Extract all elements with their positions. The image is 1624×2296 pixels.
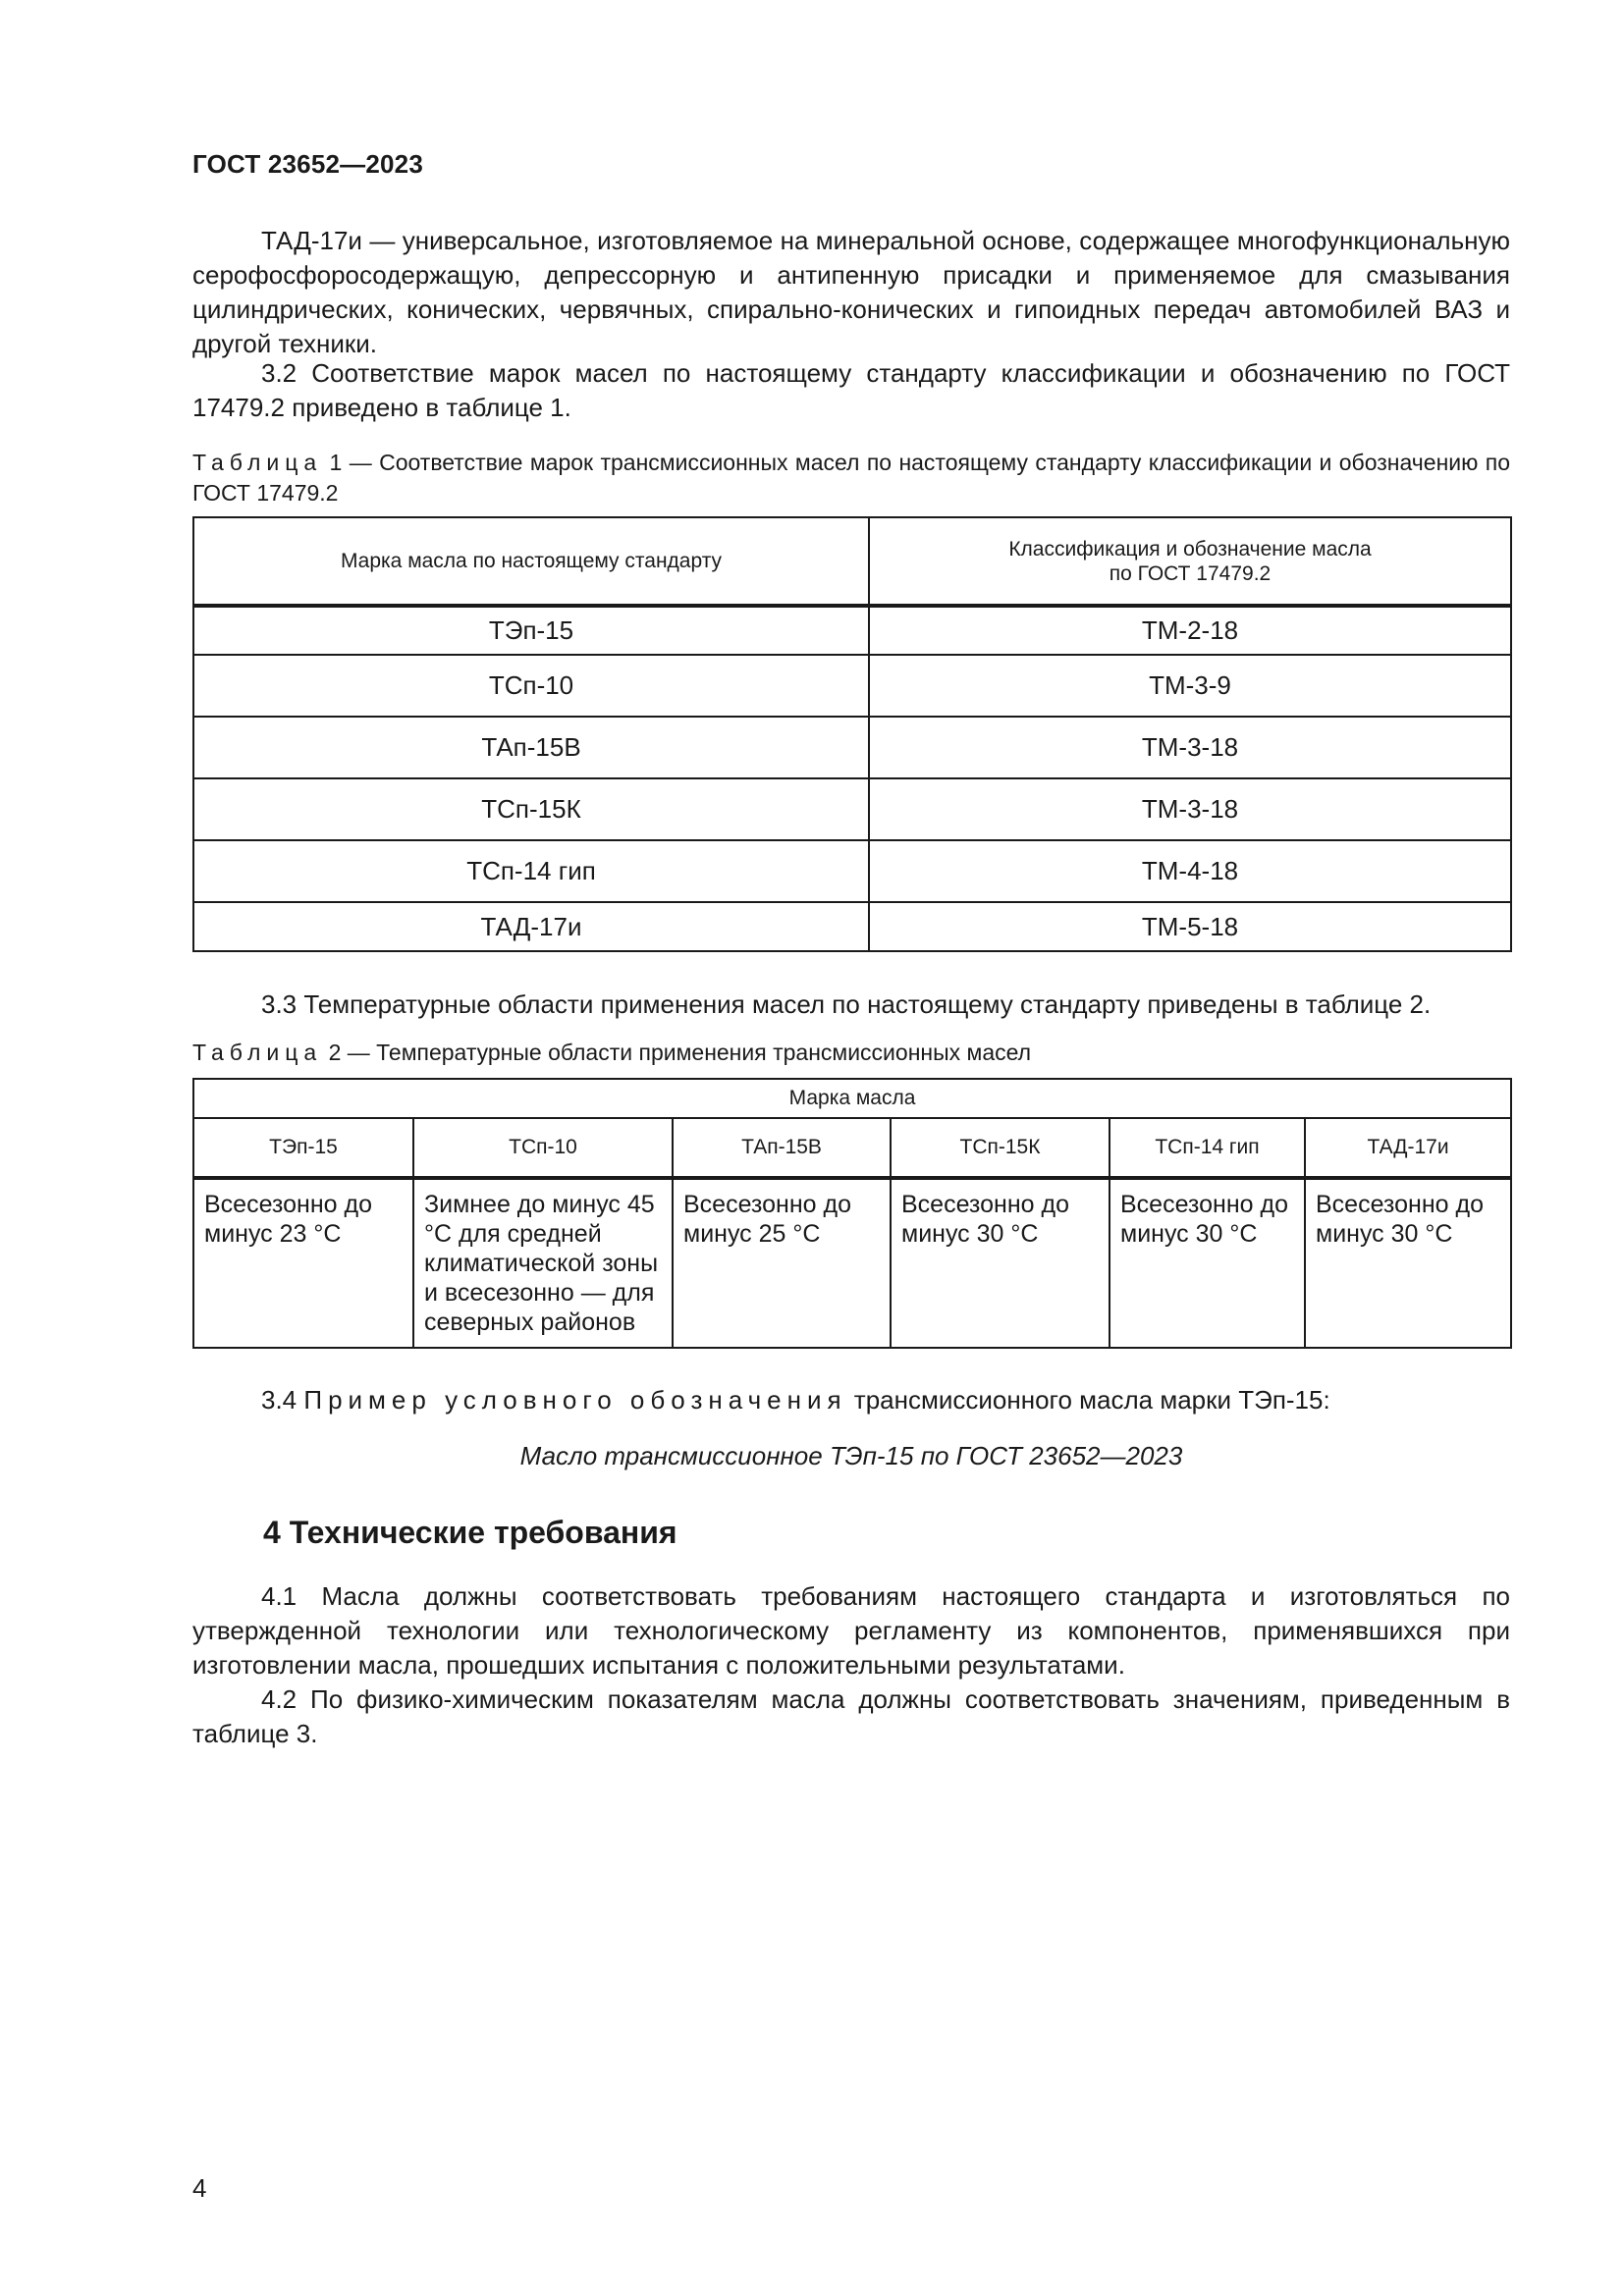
page-number: 4 bbox=[192, 2173, 207, 2203]
paragraph-4-1: 4.1 Масла должны соответствовать требованиям настоящего стандарта и изготовляться по утвержденной технологии или технологическому регламенту из компонентов, применявшихся при изготовлении масла, прошедших испытания с положительными результатами. bbox=[192, 1581, 1510, 1680]
table2-group-header-row bbox=[193, 1079, 1511, 1118]
table-row bbox=[193, 606, 1511, 655]
table2-value-cell: Всесезонно до минус 30 °С bbox=[1305, 1178, 1511, 1348]
table1-header-row bbox=[193, 517, 1511, 606]
table2-value-cell: Всесезонно до минус 23 °С bbox=[193, 1178, 413, 1348]
table-row bbox=[193, 655, 1511, 717]
table2-caption bbox=[192, 1038, 1510, 1068]
table-row bbox=[193, 840, 1511, 902]
paragraph-3-2: 3.2 Соответствие марок масел по настоящему стандарту классификации и обозначению по ГОСТ 17479.2 приведено в таблице 1. bbox=[192, 358, 1510, 422]
table-row bbox=[193, 1178, 1511, 1348]
table1-caption bbox=[192, 448, 1510, 508]
table2-header-cell: ТАп-15В bbox=[673, 1118, 891, 1178]
paragraph-3-4-rest: трансмиссионного масла марки ТЭп-15: bbox=[846, 1385, 1330, 1415]
table1-cell-class: ТМ-3-18 bbox=[869, 717, 1511, 778]
paragraph-3-3: 3.3 Температурные области применения масел по настоящему стандарту приведены в таблице 2. bbox=[261, 989, 1432, 1019]
table1-header-brand: Марка масла по настоящему стандарту bbox=[193, 517, 869, 606]
document-header: ГОСТ 23652—2023 bbox=[192, 149, 423, 179]
table-row bbox=[193, 778, 1511, 840]
table-2 bbox=[192, 1078, 1512, 1349]
section-title: 4 Технические требования bbox=[263, 1515, 677, 1550]
table1-cell-class: ТМ-2-18 bbox=[869, 606, 1511, 655]
table2-header-cell: ТАД-17и bbox=[1305, 1118, 1511, 1178]
paragraph-4-2: 4.2 По физико-химическим показателям масла должны соответствовать значениям, приведенным в таблице 3. bbox=[192, 1684, 1510, 1748]
table1-header-class-line1: Классификация и обозначение масла bbox=[1008, 537, 1372, 561]
paragraph-3-4 bbox=[192, 1383, 1510, 1417]
table1-cell-brand: ТСп-14 гип bbox=[193, 840, 869, 902]
table2-header-cell: ТСп-15К bbox=[891, 1118, 1110, 1178]
table2-header-cell: ТЭп-15 bbox=[193, 1118, 413, 1178]
table2-header-cell: ТСп-14 гип bbox=[1110, 1118, 1305, 1178]
paragraph-tad17i: ТАД-17и — универсальное, изготовляемое на минеральной основе, содержащее многофункциональную серофосфоросодержащую, депрессорную и антипенную присадки и применяемое для смазывания цилиндрических, конических, червячных, спирально-конических и гипоидных передач автомобилей ВАЗ и другой техники. bbox=[192, 226, 1510, 358]
table2-value-cell: Всесезонно до минус 30 °С bbox=[891, 1178, 1110, 1348]
table1-cell-brand: ТАп-15В bbox=[193, 717, 869, 778]
designation-example: Масло трансмиссионное ТЭп-15 по ГОСТ 23652—2023 bbox=[519, 1441, 1183, 1470]
table1-cell-brand: ТЭп-15 bbox=[193, 606, 869, 655]
table2-caption-text: 2 — Температурные области применения трансмиссионных масел bbox=[322, 1040, 1032, 1065]
table2-header-row bbox=[193, 1118, 1511, 1178]
table2-value-cell: Зимнее до минус 45 °С для средней климатической зоны и всесезонно — для северных районов bbox=[413, 1178, 673, 1348]
table2-value-cell: Всесезонно до минус 25 °С bbox=[673, 1178, 891, 1348]
table2-value-cell: Всесезонно до минус 30 °С bbox=[1110, 1178, 1305, 1348]
table1-cell-brand: ТСп-10 bbox=[193, 655, 869, 717]
table1-cell-class: ТМ-3-18 bbox=[869, 778, 1511, 840]
table-row bbox=[193, 717, 1511, 778]
table1-header-class bbox=[869, 517, 1511, 606]
table1-cell-class: ТМ-5-18 bbox=[869, 902, 1511, 951]
table2-header-cell: ТСп-10 bbox=[413, 1118, 673, 1178]
table2-group-header: Марка масла bbox=[193, 1079, 1511, 1118]
table1-cell-class: ТМ-4-18 bbox=[869, 840, 1511, 902]
paragraph-3-4-prefix: 3.4 bbox=[261, 1385, 304, 1415]
table1-cell-brand: ТАД-17и bbox=[193, 902, 869, 951]
table2-caption-label: Таблица bbox=[192, 1040, 323, 1065]
table1-caption-text: 1 — Соответствие марок трансмиссионных масел по настоящему стандарту классификации и обозначению по ГОСТ 17479.2 bbox=[192, 450, 1510, 506]
table1-header-class-line2: по ГОСТ 17479.2 bbox=[1109, 561, 1272, 585]
table1-cell-brand: ТСп-15К bbox=[193, 778, 869, 840]
paragraph-3-4-spaced: Пример условного обозначения bbox=[303, 1385, 847, 1415]
table-1 bbox=[192, 516, 1512, 952]
table1-cell-class: ТМ-3-9 bbox=[869, 655, 1511, 717]
table-row bbox=[193, 902, 1511, 951]
table1-caption-label: Таблица bbox=[192, 450, 323, 475]
